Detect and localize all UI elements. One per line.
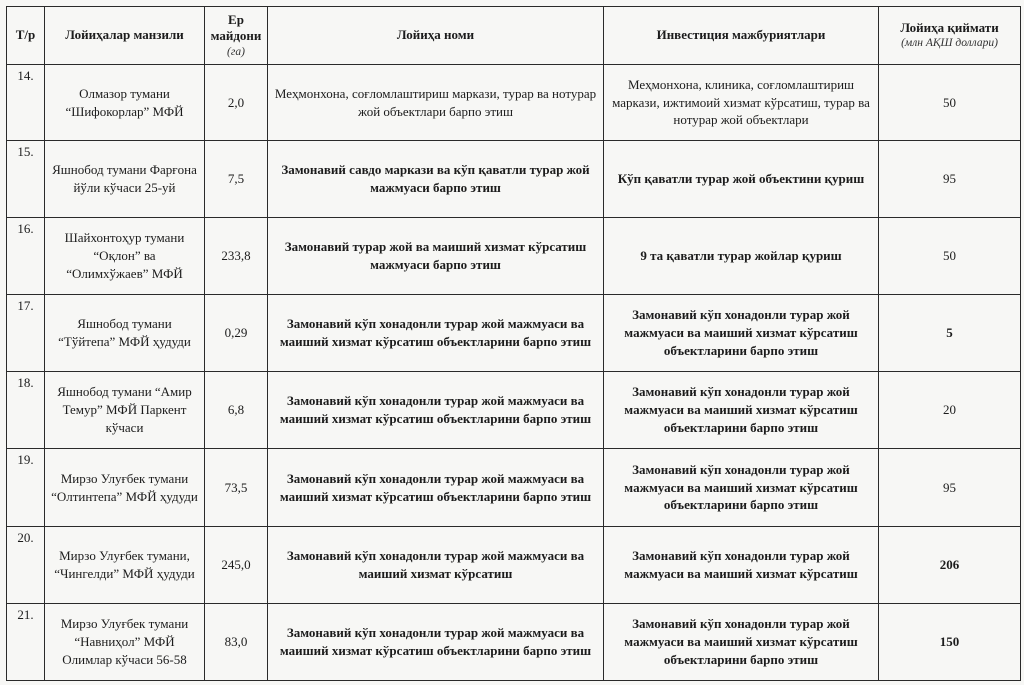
- header-invest: Инвестиция мажбуриятлари: [604, 7, 879, 65]
- row-area: 245,0: [205, 527, 268, 604]
- header-name: Лойиҳа номи: [268, 7, 604, 65]
- row-num: 21.: [7, 604, 45, 681]
- row-project-name: Замонавий кўп хонадонли турар жой мажмуаси ва маиший хизмат кўрсатиш объектларини барпо этиш: [268, 449, 604, 527]
- row-project-name: Замонавий кўп хонадонли турар жой мажмуаси ва маиший хизмат кўрсатиш объектларини барпо этиш: [268, 604, 604, 681]
- header-area-label: Ер майдони: [210, 12, 262, 44]
- row-num: 17.: [7, 295, 45, 372]
- header-area: [205, 7, 268, 65]
- table-row: [7, 372, 1021, 449]
- row-area: 0,29: [205, 295, 268, 372]
- table-row: [7, 527, 1021, 604]
- row-address: Яшнобод тумани “Амир Темур” МФЙ Паркент кўчаси: [45, 372, 205, 449]
- row-address: Мирзо Улуғбек тумани, “Чингелди” МФЙ ҳудуди: [45, 527, 205, 604]
- row-num: 14.: [7, 65, 45, 141]
- row-project-name: Замонавий кўп хонадонли турар жой мажмуаси ва маиший хизмат кўрсатиш объектларини барпо этиш: [268, 372, 604, 449]
- header-cost-label: Лойиҳа қиймати: [900, 20, 999, 36]
- row-investment: Замонавий кўп хонадонли турар жой мажмуаси ва маиший хизмат кўрсатиш объектларини барпо этиш: [604, 604, 879, 681]
- projects-table: [6, 6, 1021, 681]
- row-cost: 20: [879, 372, 1021, 449]
- row-cost: 95: [879, 141, 1021, 218]
- table-row: [7, 141, 1021, 218]
- row-investment: Замонавий кўп хонадонли турар жой мажмуаси ва маиший хизмат кўрсатиш объектларини барпо этиш: [604, 372, 879, 449]
- row-num: 15.: [7, 141, 45, 218]
- row-investment: Замонавий кўп хонадонли турар жой мажмуаси ва маиший хизмат кўрсатиш объектларини барпо этиш: [604, 295, 879, 372]
- row-num: 19.: [7, 449, 45, 527]
- table-row: [7, 604, 1021, 681]
- row-area: 83,0: [205, 604, 268, 681]
- row-investment: Замонавий кўп хонадонли турар жой мажмуаси ва маиший хизмат кўрсатиш: [604, 527, 879, 604]
- row-cost: 50: [879, 218, 1021, 295]
- row-project-name: Замонавий кўп хонадонли турар жой мажмуаси ва маиший хизмат кўрсатиш: [268, 527, 604, 604]
- row-num: 18.: [7, 372, 45, 449]
- row-address: Шайхонтоҳур тумани “Оқлон” ва “Олимхўжаев” МФЙ: [45, 218, 205, 295]
- table-row: [7, 218, 1021, 295]
- row-cost: 50: [879, 65, 1021, 141]
- row-address: Яшнобод тумани Фарғона йўли кўчаси 25-уй: [45, 141, 205, 218]
- header-address: Лойиҳалар манзили: [45, 7, 205, 65]
- header-cost-unit: (млн АҚШ доллари): [901, 37, 998, 50]
- row-num: 20.: [7, 527, 45, 604]
- header-area-unit: (га): [227, 45, 245, 58]
- row-investment: Меҳмонхона, клиника, соғломлаштириш маркази, ижтимоий хизмат кўрсатиш, турар ва нотурар жой объектлари: [604, 65, 879, 141]
- row-address: Мирзо Улуғбек тумани “Навниҳол” МФЙ Олимлар кўчаси 56-58: [45, 604, 205, 681]
- row-investment: Замонавий кўп хонадонли турар жой мажмуаси ва маиший хизмат кўрсатиш объектларини барпо этиш: [604, 449, 879, 527]
- row-address: Яшнобод тумани “Тўйтепа” МФЙ ҳудуди: [45, 295, 205, 372]
- row-cost: 95: [879, 449, 1021, 527]
- table-row: [7, 65, 1021, 141]
- row-num: 16.: [7, 218, 45, 295]
- row-area: 6,8: [205, 372, 268, 449]
- header-cost: [879, 7, 1021, 65]
- row-project-name: Замонавий савдо маркази ва кўп қаватли турар жой мажмуаси барпо этиш: [268, 141, 604, 218]
- table-row: [7, 295, 1021, 372]
- row-area: 7,5: [205, 141, 268, 218]
- row-project-name: Замонавий кўп хонадонли турар жой мажмуаси ва маиший хизмат кўрсатиш объектларини барпо этиш: [268, 295, 604, 372]
- row-address: Олмазор тумани “Шифокорлар” МФЙ: [45, 65, 205, 141]
- header-num: Т/р: [7, 7, 45, 65]
- row-cost: 206: [879, 527, 1021, 604]
- row-cost: 5: [879, 295, 1021, 372]
- row-cost: 150: [879, 604, 1021, 681]
- row-area: 73,5: [205, 449, 268, 527]
- row-address: Мирзо Улуғбек тумани “Олтинтепа” МФЙ ҳудуди: [45, 449, 205, 527]
- table-header-row: [7, 7, 1021, 65]
- row-project-name: Меҳмонхона, соғломлаштириш маркази, турар ва нотурар жой объектлари барпо этиш: [268, 65, 604, 141]
- row-area: 233,8: [205, 218, 268, 295]
- row-investment: Кўп қаватли турар жой объектини қуриш: [604, 141, 879, 218]
- table-row: [7, 449, 1021, 527]
- row-area: 2,0: [205, 65, 268, 141]
- row-investment: 9 та қаватли турар жойлар қуриш: [604, 218, 879, 295]
- row-project-name: Замонавий турар жой ва маиший хизмат кўрсатиш мажмуаси барпо этиш: [268, 218, 604, 295]
